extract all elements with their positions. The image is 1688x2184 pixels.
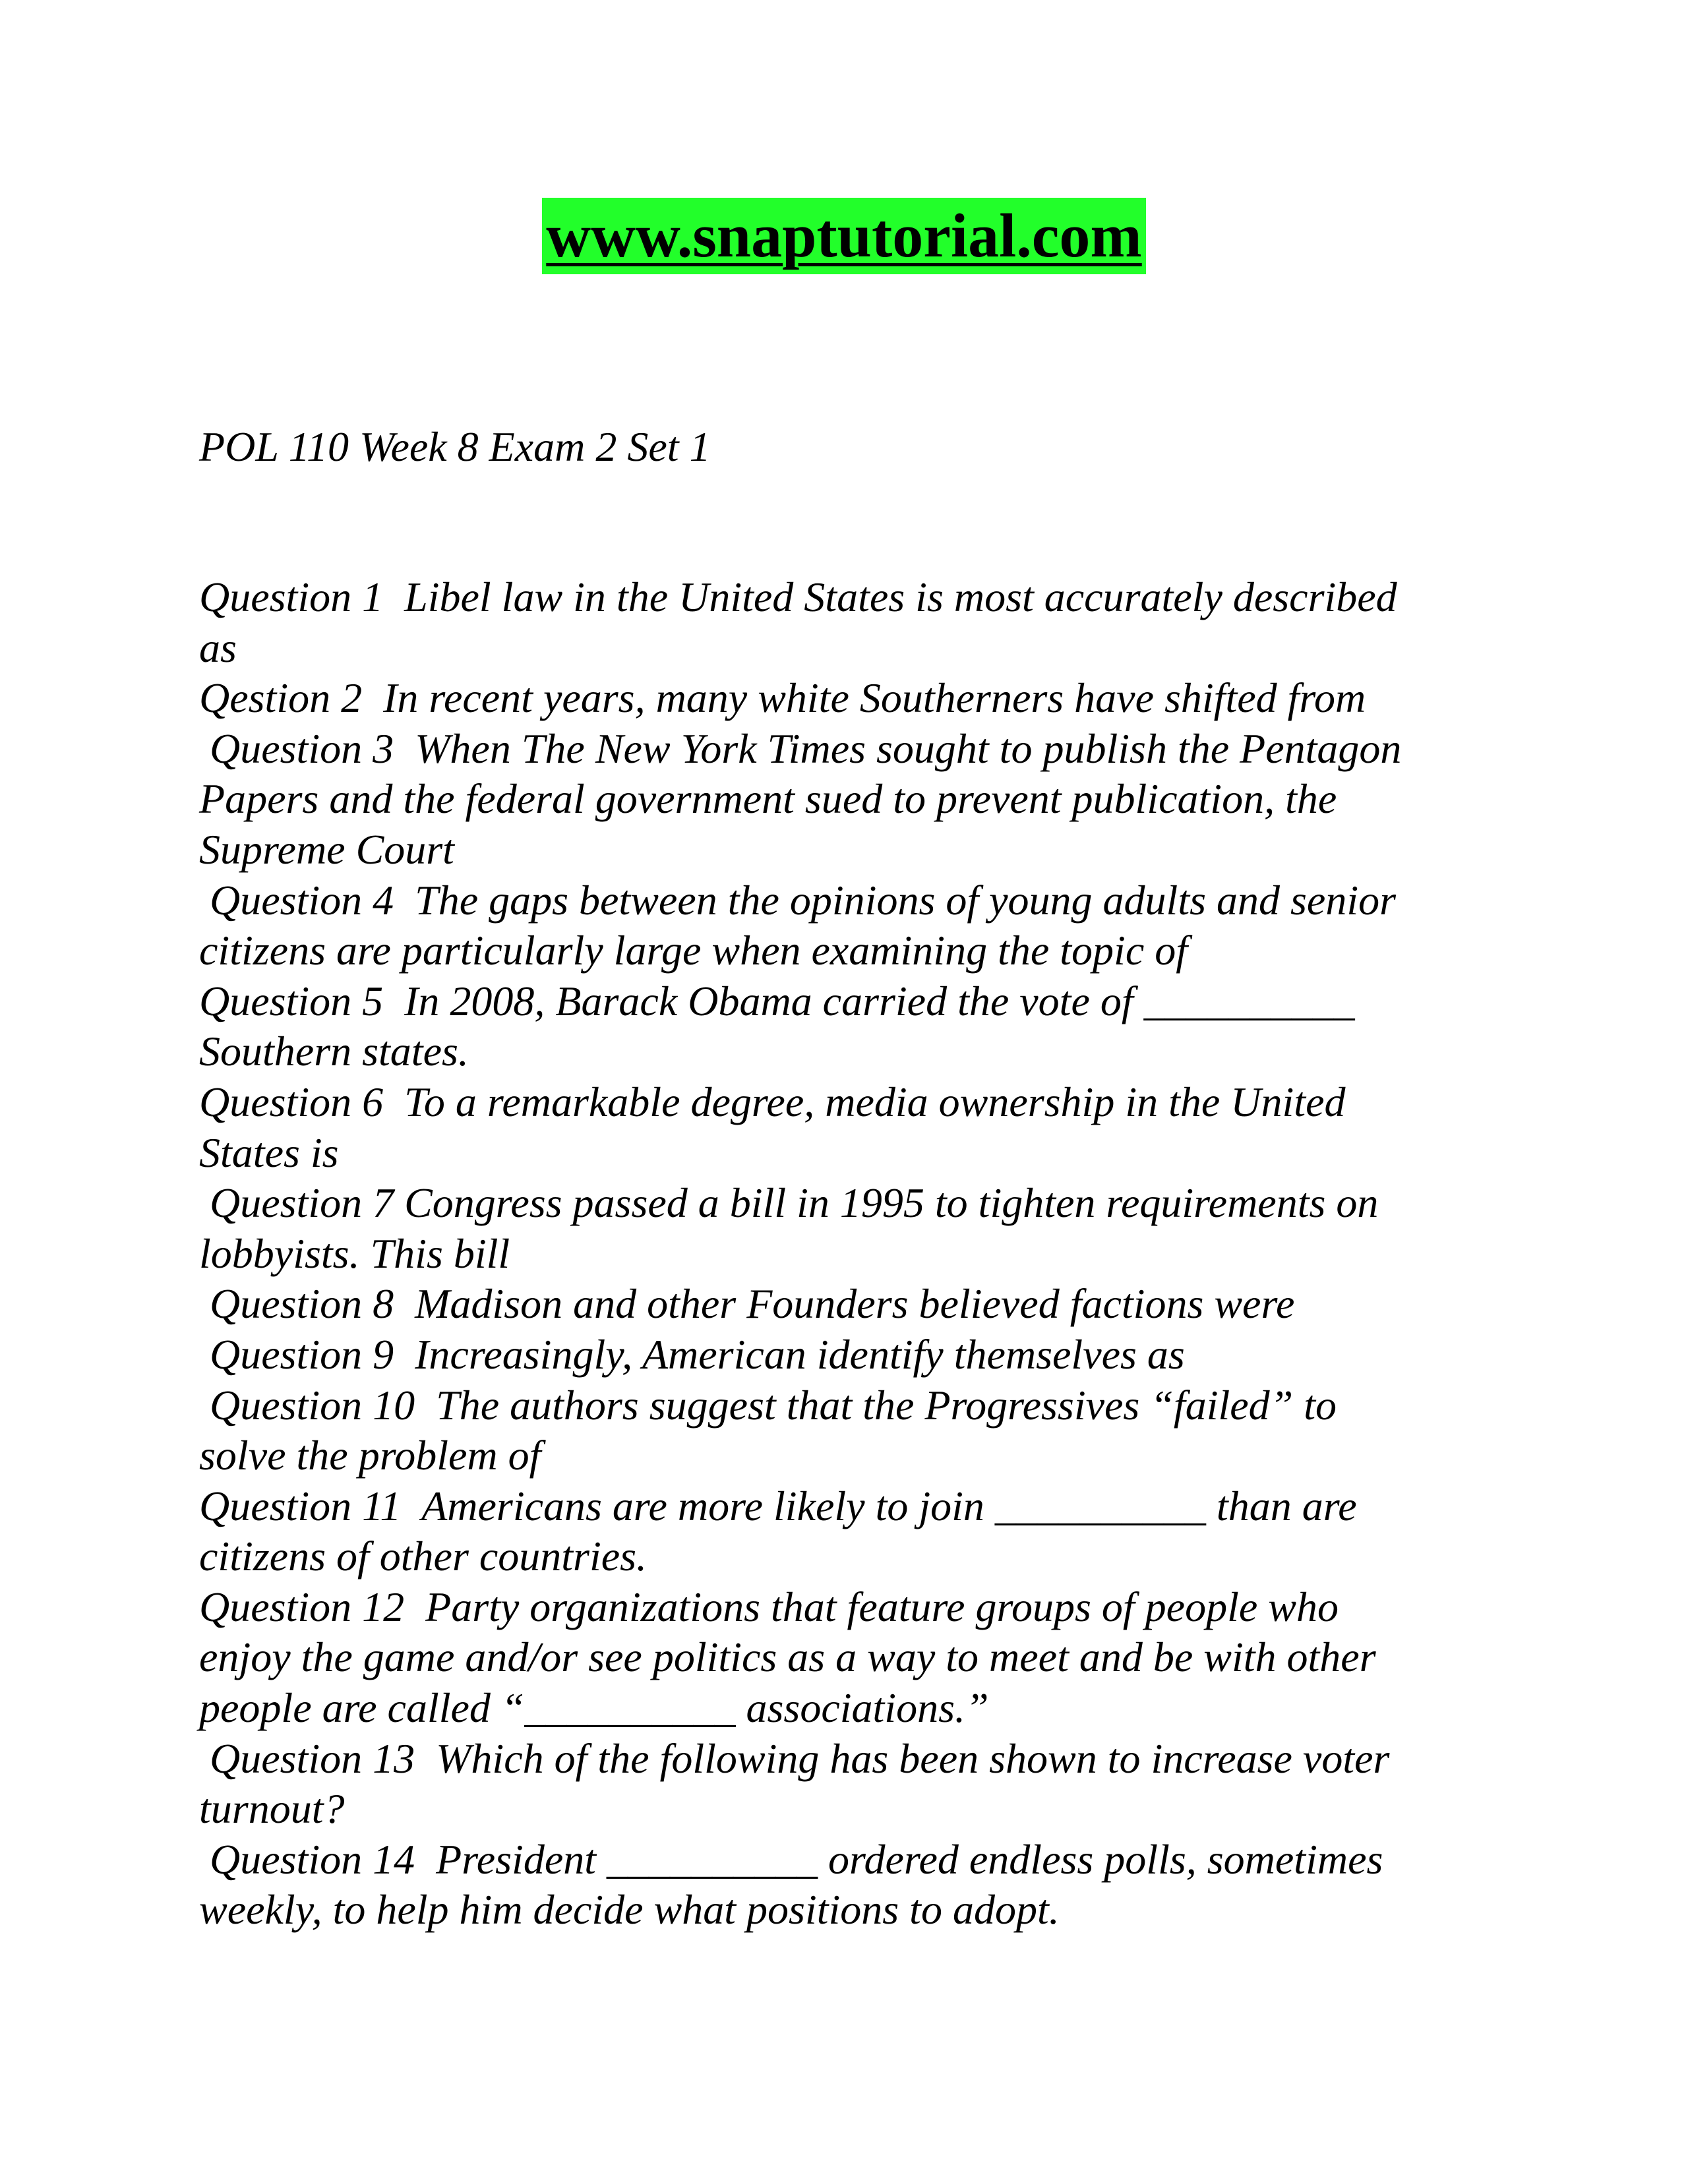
- question-line: Question 12 Party organizations that feature groups of people who: [199, 1583, 1339, 1630]
- question-item: [199, 1077, 1518, 1178]
- question-line: turnout?: [199, 1785, 345, 1833]
- question-line: Question 10 The authors suggest that the Progressives “failed” to: [199, 1381, 1337, 1429]
- question-line: Question 5 In 2008, Barack Obama carried the vote of __________: [199, 977, 1355, 1024]
- document-title: POL 110 Week 8 Exam 2 Set 1: [199, 423, 711, 470]
- question-line: Question 7 Congress passed a bill in 1995 to tighten requirements on: [199, 1179, 1379, 1227]
- question-line: enjoy the game and/or see politics as a way to meet and be with other: [199, 1634, 1376, 1681]
- question-item: [199, 1582, 1518, 1734]
- question-line: States is: [199, 1129, 339, 1176]
- question-line: lobbyists. This bill: [199, 1229, 510, 1277]
- question-item: [199, 1835, 1518, 1935]
- question-line: Question 14 President __________ ordered endless polls, sometimes: [199, 1835, 1383, 1883]
- question-item: [199, 1330, 1518, 1380]
- question-line: weekly, to help him decide what positions to adopt.: [199, 1886, 1060, 1933]
- question-line: Question 3 When The New York Times sought to publish the Pentagon: [199, 724, 1402, 772]
- question-line: Question 4 The gaps between the opinions of young adults and senior: [199, 876, 1396, 924]
- question-item: [199, 673, 1518, 724]
- question-line: citizens are particularly large when examining the topic of: [199, 927, 1188, 974]
- question-line: Question 9 Increasingly, American identify themselves as: [199, 1330, 1185, 1378]
- question-item: [199, 875, 1518, 976]
- question-list: [199, 572, 1518, 1935]
- question-line: as: [199, 624, 237, 671]
- question-item: [199, 976, 1518, 1077]
- question-item: [199, 1481, 1518, 1582]
- question-item: [199, 1178, 1518, 1279]
- site-link-container: [0, 198, 1688, 274]
- site-link[interactable]: www.snaptutorial.com: [542, 198, 1145, 274]
- question-line: Question 8 Madison and other Founders believed factions were: [199, 1280, 1295, 1328]
- question-line: Southern states.: [199, 1028, 469, 1075]
- question-item: [199, 724, 1518, 875]
- question-item: [199, 1279, 1518, 1330]
- question-line: Supreme Court: [199, 825, 454, 873]
- question-line: Question 13 Which of the following has been shown to increase voter: [199, 1734, 1390, 1782]
- question-line: Question 11 Americans are more likely to join __________ than are: [199, 1482, 1357, 1529]
- question-line: Qestion 2 In recent years, many white Southerners have shifted from: [199, 674, 1366, 722]
- question-item: [199, 1734, 1518, 1835]
- question-line: people are called “__________ associations.”: [199, 1684, 989, 1732]
- question-line: Question 1 Libel law in the United States is most accurately described: [199, 574, 1397, 620]
- question-line: citizens of other countries.: [199, 1533, 648, 1580]
- question-line: Papers and the federal government sued to prevent publication, the: [199, 775, 1337, 823]
- question-line: solve the problem of: [199, 1432, 541, 1479]
- question-line: Question 6 To a remarkable degree, media ownership in the United: [199, 1078, 1346, 1125]
- question-item: [199, 1380, 1518, 1481]
- question-item: [199, 572, 1518, 673]
